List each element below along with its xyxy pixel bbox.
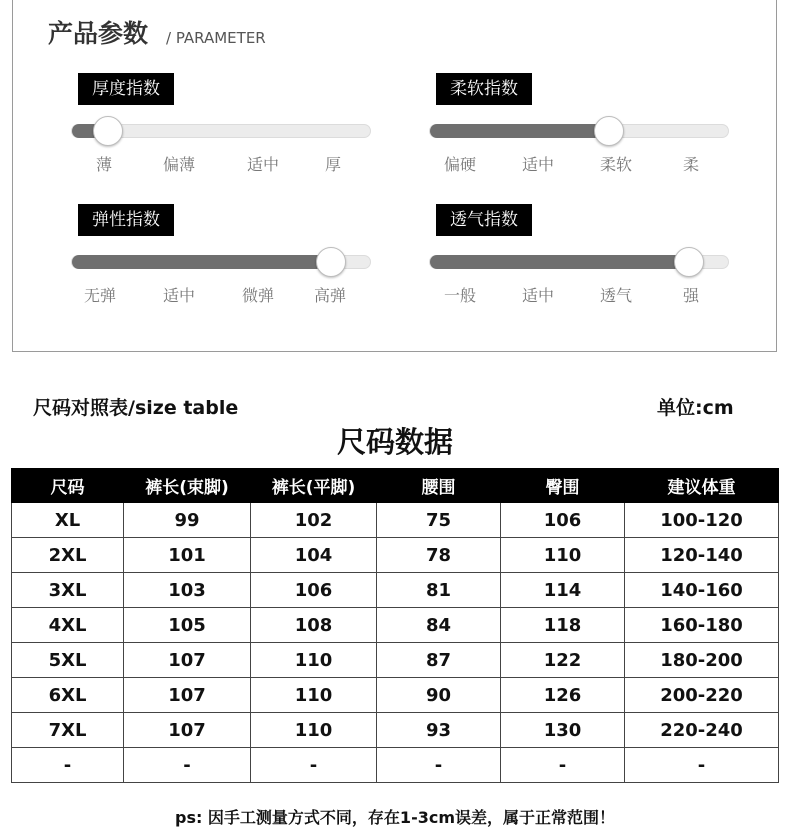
column-header: 裤长(束脚) (124, 469, 251, 503)
table-cell: 104 (251, 538, 377, 573)
param-tick: 柔软 (599, 155, 633, 174)
table-cell: 160-180 (625, 608, 779, 643)
size-table (11, 468, 779, 783)
param-slider-fill (72, 255, 331, 269)
table-cell: 106 (501, 503, 625, 538)
table-cell: 100-120 (625, 503, 779, 538)
table-cell: - (12, 748, 124, 783)
param-ticks (429, 283, 729, 305)
table-cell: 110 (251, 643, 377, 678)
param-tick: 适中 (246, 155, 280, 174)
param-label: 柔软指数 (436, 73, 532, 105)
param-tick: 偏薄 (162, 155, 196, 174)
param-tick: 高弹 (313, 286, 347, 305)
table-cell: 105 (124, 608, 251, 643)
table-cell: 108 (251, 608, 377, 643)
table-row (12, 573, 779, 608)
table-row (12, 503, 779, 538)
page-subtitle: / PARAMETER (166, 29, 266, 47)
table-cell: 110 (251, 713, 377, 748)
param-slider-track (429, 124, 729, 138)
table-cell: 107 (124, 678, 251, 713)
table-cell: - (377, 748, 501, 783)
table-cell: 3XL (12, 573, 124, 608)
param-tick: 柔 (682, 155, 700, 174)
table-cell: 180-200 (625, 643, 779, 678)
param-tick: 适中 (521, 286, 555, 305)
table-cell: 122 (501, 643, 625, 678)
param-tick: 厚 (324, 155, 342, 174)
table-cell: XL (12, 503, 124, 538)
table-cell: - (124, 748, 251, 783)
param-tick: 微弹 (241, 286, 275, 305)
page-title: 产品参数 (48, 19, 149, 48)
param-thickness (71, 73, 381, 183)
table-cell: 7XL (12, 713, 124, 748)
table-cell: 107 (124, 643, 251, 678)
param-ticks (71, 152, 371, 174)
size-table-title: 尺码对照表/size table (33, 397, 239, 419)
param-slider-knob (594, 116, 624, 146)
table-cell: 6XL (12, 678, 124, 713)
table-cell: 87 (377, 643, 501, 678)
param-slider-knob (93, 116, 123, 146)
table-cell: 107 (124, 713, 251, 748)
column-header: 臀围 (501, 469, 625, 503)
param-tick: 适中 (521, 155, 555, 174)
table-row (12, 678, 779, 713)
table-cell: 220-240 (625, 713, 779, 748)
table-cell: 2XL (12, 538, 124, 573)
param-tick: 无弹 (83, 286, 117, 305)
table-row (12, 713, 779, 748)
table-cell: 5XL (12, 643, 124, 678)
param-tick: 薄 (95, 155, 113, 174)
table-cell: - (501, 748, 625, 783)
table-cell: 106 (251, 573, 377, 608)
param-softness (429, 73, 739, 183)
table-cell: 90 (377, 678, 501, 713)
param-label: 弹性指数 (78, 204, 174, 236)
table-cell: 75 (377, 503, 501, 538)
param-elasticity (71, 204, 381, 314)
param-label: 厚度指数 (78, 73, 174, 105)
param-tick: 透气 (599, 286, 633, 305)
table-cell: 93 (377, 713, 501, 748)
table-row (12, 608, 779, 643)
table-cell: - (625, 748, 779, 783)
param-breathability (429, 204, 739, 314)
table-cell: 130 (501, 713, 625, 748)
table-cell: 200-220 (625, 678, 779, 713)
table-row (12, 643, 779, 678)
param-slider-knob (674, 247, 704, 277)
param-slider-track (429, 255, 729, 269)
table-cell: 120-140 (625, 538, 779, 573)
param-tick: 适中 (162, 286, 196, 305)
param-tick: 一般 (443, 286, 477, 305)
table-cell: 81 (377, 573, 501, 608)
column-header: 尺码 (12, 469, 124, 503)
table-row (12, 748, 779, 783)
table-cell: 110 (251, 678, 377, 713)
param-slider-track (71, 255, 371, 269)
param-tick: 强 (682, 286, 700, 305)
param-slider-track (71, 124, 371, 138)
table-cell: 118 (501, 608, 625, 643)
table-cell: 110 (501, 538, 625, 573)
param-ticks (429, 152, 729, 174)
param-label: 透气指数 (436, 204, 532, 236)
size-table-heading: 尺码数据 (336, 425, 453, 459)
column-header: 腰围 (377, 469, 501, 503)
table-header-row (12, 469, 779, 503)
table-cell: 4XL (12, 608, 124, 643)
table-cell: 126 (501, 678, 625, 713)
table-row (12, 538, 779, 573)
param-slider-fill (430, 124, 609, 138)
param-slider-fill (430, 255, 689, 269)
table-cell: 103 (124, 573, 251, 608)
table-cell: 140-160 (625, 573, 779, 608)
table-cell: 99 (124, 503, 251, 538)
table-cell: 114 (501, 573, 625, 608)
table-cell: - (251, 748, 377, 783)
param-slider-knob (316, 247, 346, 277)
column-header: 建议体重 (625, 469, 779, 503)
param-ticks (71, 283, 371, 305)
measurement-note: ps: 因手工测量方式不同，存在1-3cm误差，属于正常范围！ (174, 808, 615, 827)
table-cell: 84 (377, 608, 501, 643)
column-header: 裤长(平脚) (251, 469, 377, 503)
param-tick: 偏硬 (443, 155, 477, 174)
table-cell: 102 (251, 503, 377, 538)
table-cell: 78 (377, 538, 501, 573)
table-cell: 101 (124, 538, 251, 573)
size-table-unit: 单位:cm (657, 397, 734, 419)
